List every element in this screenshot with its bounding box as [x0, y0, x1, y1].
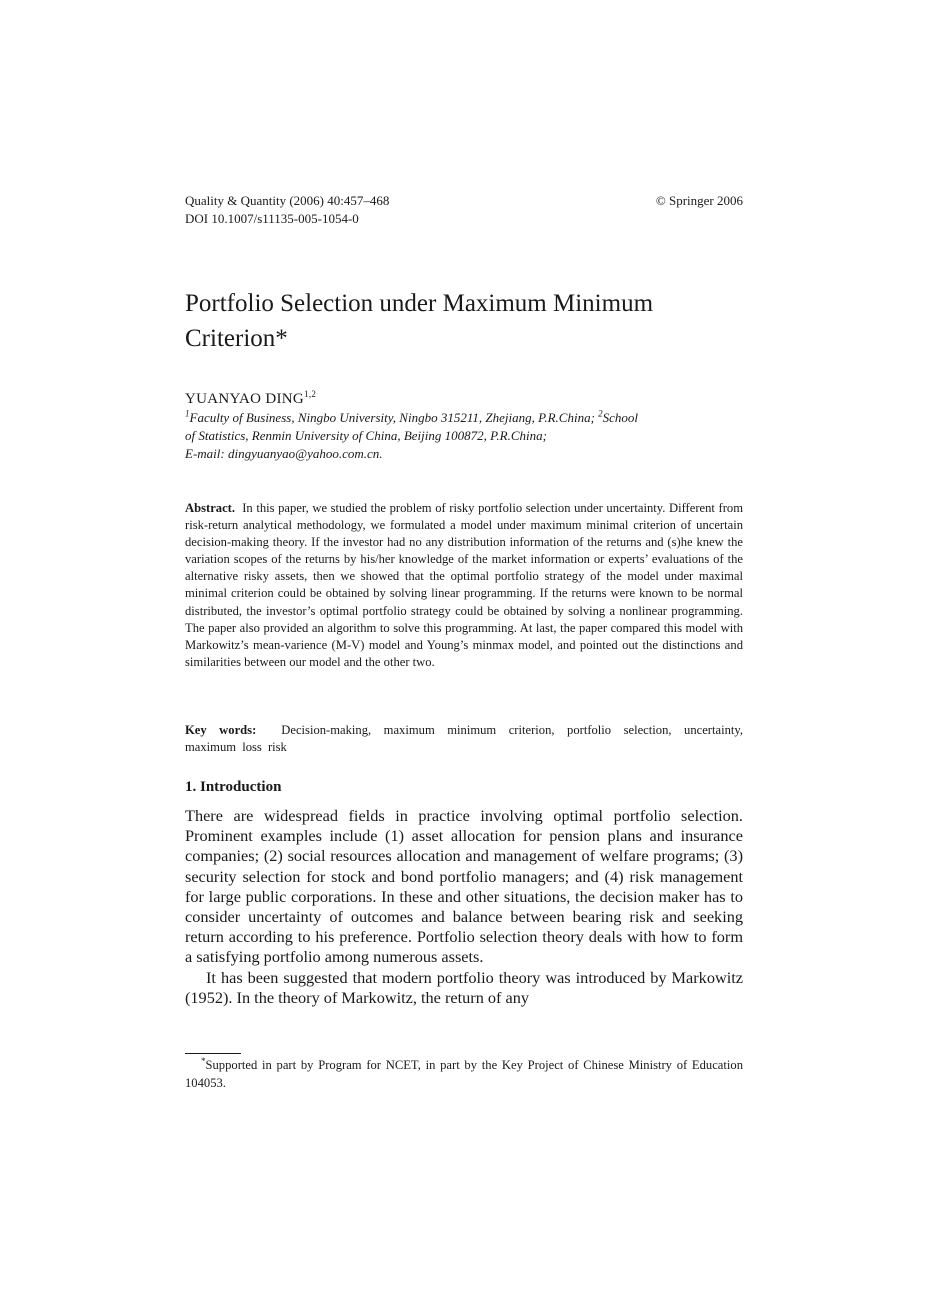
paper-title: [185, 286, 743, 356]
introduction-paragraph-2: It has been suggested that modern portfolio theory was introduced by Markowitz (1952). In the theory of Markowitz, the return of any: [185, 967, 743, 1007]
author-block: [185, 390, 743, 463]
affiliation-2-end: of Statistics, Renmin University of China, Beijing 100872, P.R.China;: [185, 428, 547, 443]
doi: DOI 10.1007/s11135-005-1054-0: [185, 211, 359, 226]
footnote-rule: [185, 1053, 241, 1054]
keywords: [185, 722, 743, 756]
paper-page: [185, 0, 743, 1308]
affiliation-2-mark: 2: [598, 408, 603, 419]
abstract: [185, 500, 743, 671]
journal-citation: Quality & Quantity (2006) 40:457–468: [185, 193, 390, 208]
author-affiliation-marks: 1,2: [304, 389, 317, 399]
title-line-2: Criterion*: [185, 325, 288, 352]
author-name: [185, 390, 743, 409]
footnote-text: Supported in part by Program for NCET, in part by the Key Project of Chinese Ministry of Education 104053.: [185, 1058, 743, 1090]
abstract-text: In this paper, we studied the problem of risky portfolio selection under uncertainty. Different from risk-return analytical methodology, we formulated a model under maximum minimal criterion of uncertain decision-making theory. If the investor had no any distribution information of the returns and (s)he knew the variation scopes of the returns by his/her knowledge of the market information or experts’ evaluations of the alternative risky assets, then we showed that the optimal portfolio strategy of the model under maximal minimal criterion could be obtained by solving linear programming. If the returns were known to be normal distributed, the investor’s optimal portfolio strategy could be obtained by solving a nonlinear programming. The paper also provided an algorithm to solve this programming. At last, the paper compared this model with Markowitz’s mean-varience (M-V) model and Young’s minmax model, and pointed out the distinctions and similarities between our model and the other two.: [185, 501, 744, 669]
author-name-text: YUANYAO DING: [185, 391, 305, 407]
affiliation-1-mark: 1: [185, 408, 190, 419]
keywords-label: Key words:: [185, 723, 257, 737]
author-email: E-mail: dingyuanyao@yahoo.com.cn.: [185, 446, 383, 461]
affiliations: [185, 409, 743, 463]
keywords-text: Decision-making, maximum minimum criterion, portfolio selection, uncertainty, maximum loss risk: [185, 723, 743, 755]
footnote-mark: *: [201, 1055, 206, 1066]
journal-header: [185, 192, 743, 228]
affiliation-2-start: School: [602, 410, 639, 425]
section-heading-introduction: 1. Introduction: [185, 779, 282, 795]
abstract-label: Abstract.: [185, 501, 236, 515]
affiliation-1: Faculty of Business, Ningbo University, Ningbo 315211, Zhejiang, P.R.China;: [189, 410, 599, 425]
introduction-body: [185, 806, 743, 1008]
copyright-notice: © Springer 2006: [655, 193, 743, 208]
introduction-paragraph-1: There are widespread fields in practice involving optimal portfolio selection. Prominent examples include (1) asset allocation for pension plans and insurance companies; (2) social resources allocation and management of welfare programs; (3) security selection for stock and bond portfolio managers; and (4) risk management for large public corporations. In these and other situations, the decision maker has to consider uncertainty of outcomes and balance between bearing risk and seeking return according to his preference. Portfolio selection theory deals with how to form a satisfying portfolio among numerous assets.: [185, 806, 743, 967]
footnote: [185, 1057, 743, 1092]
title-line-1: Portfolio Selection under Maximum Minimum: [185, 290, 654, 317]
